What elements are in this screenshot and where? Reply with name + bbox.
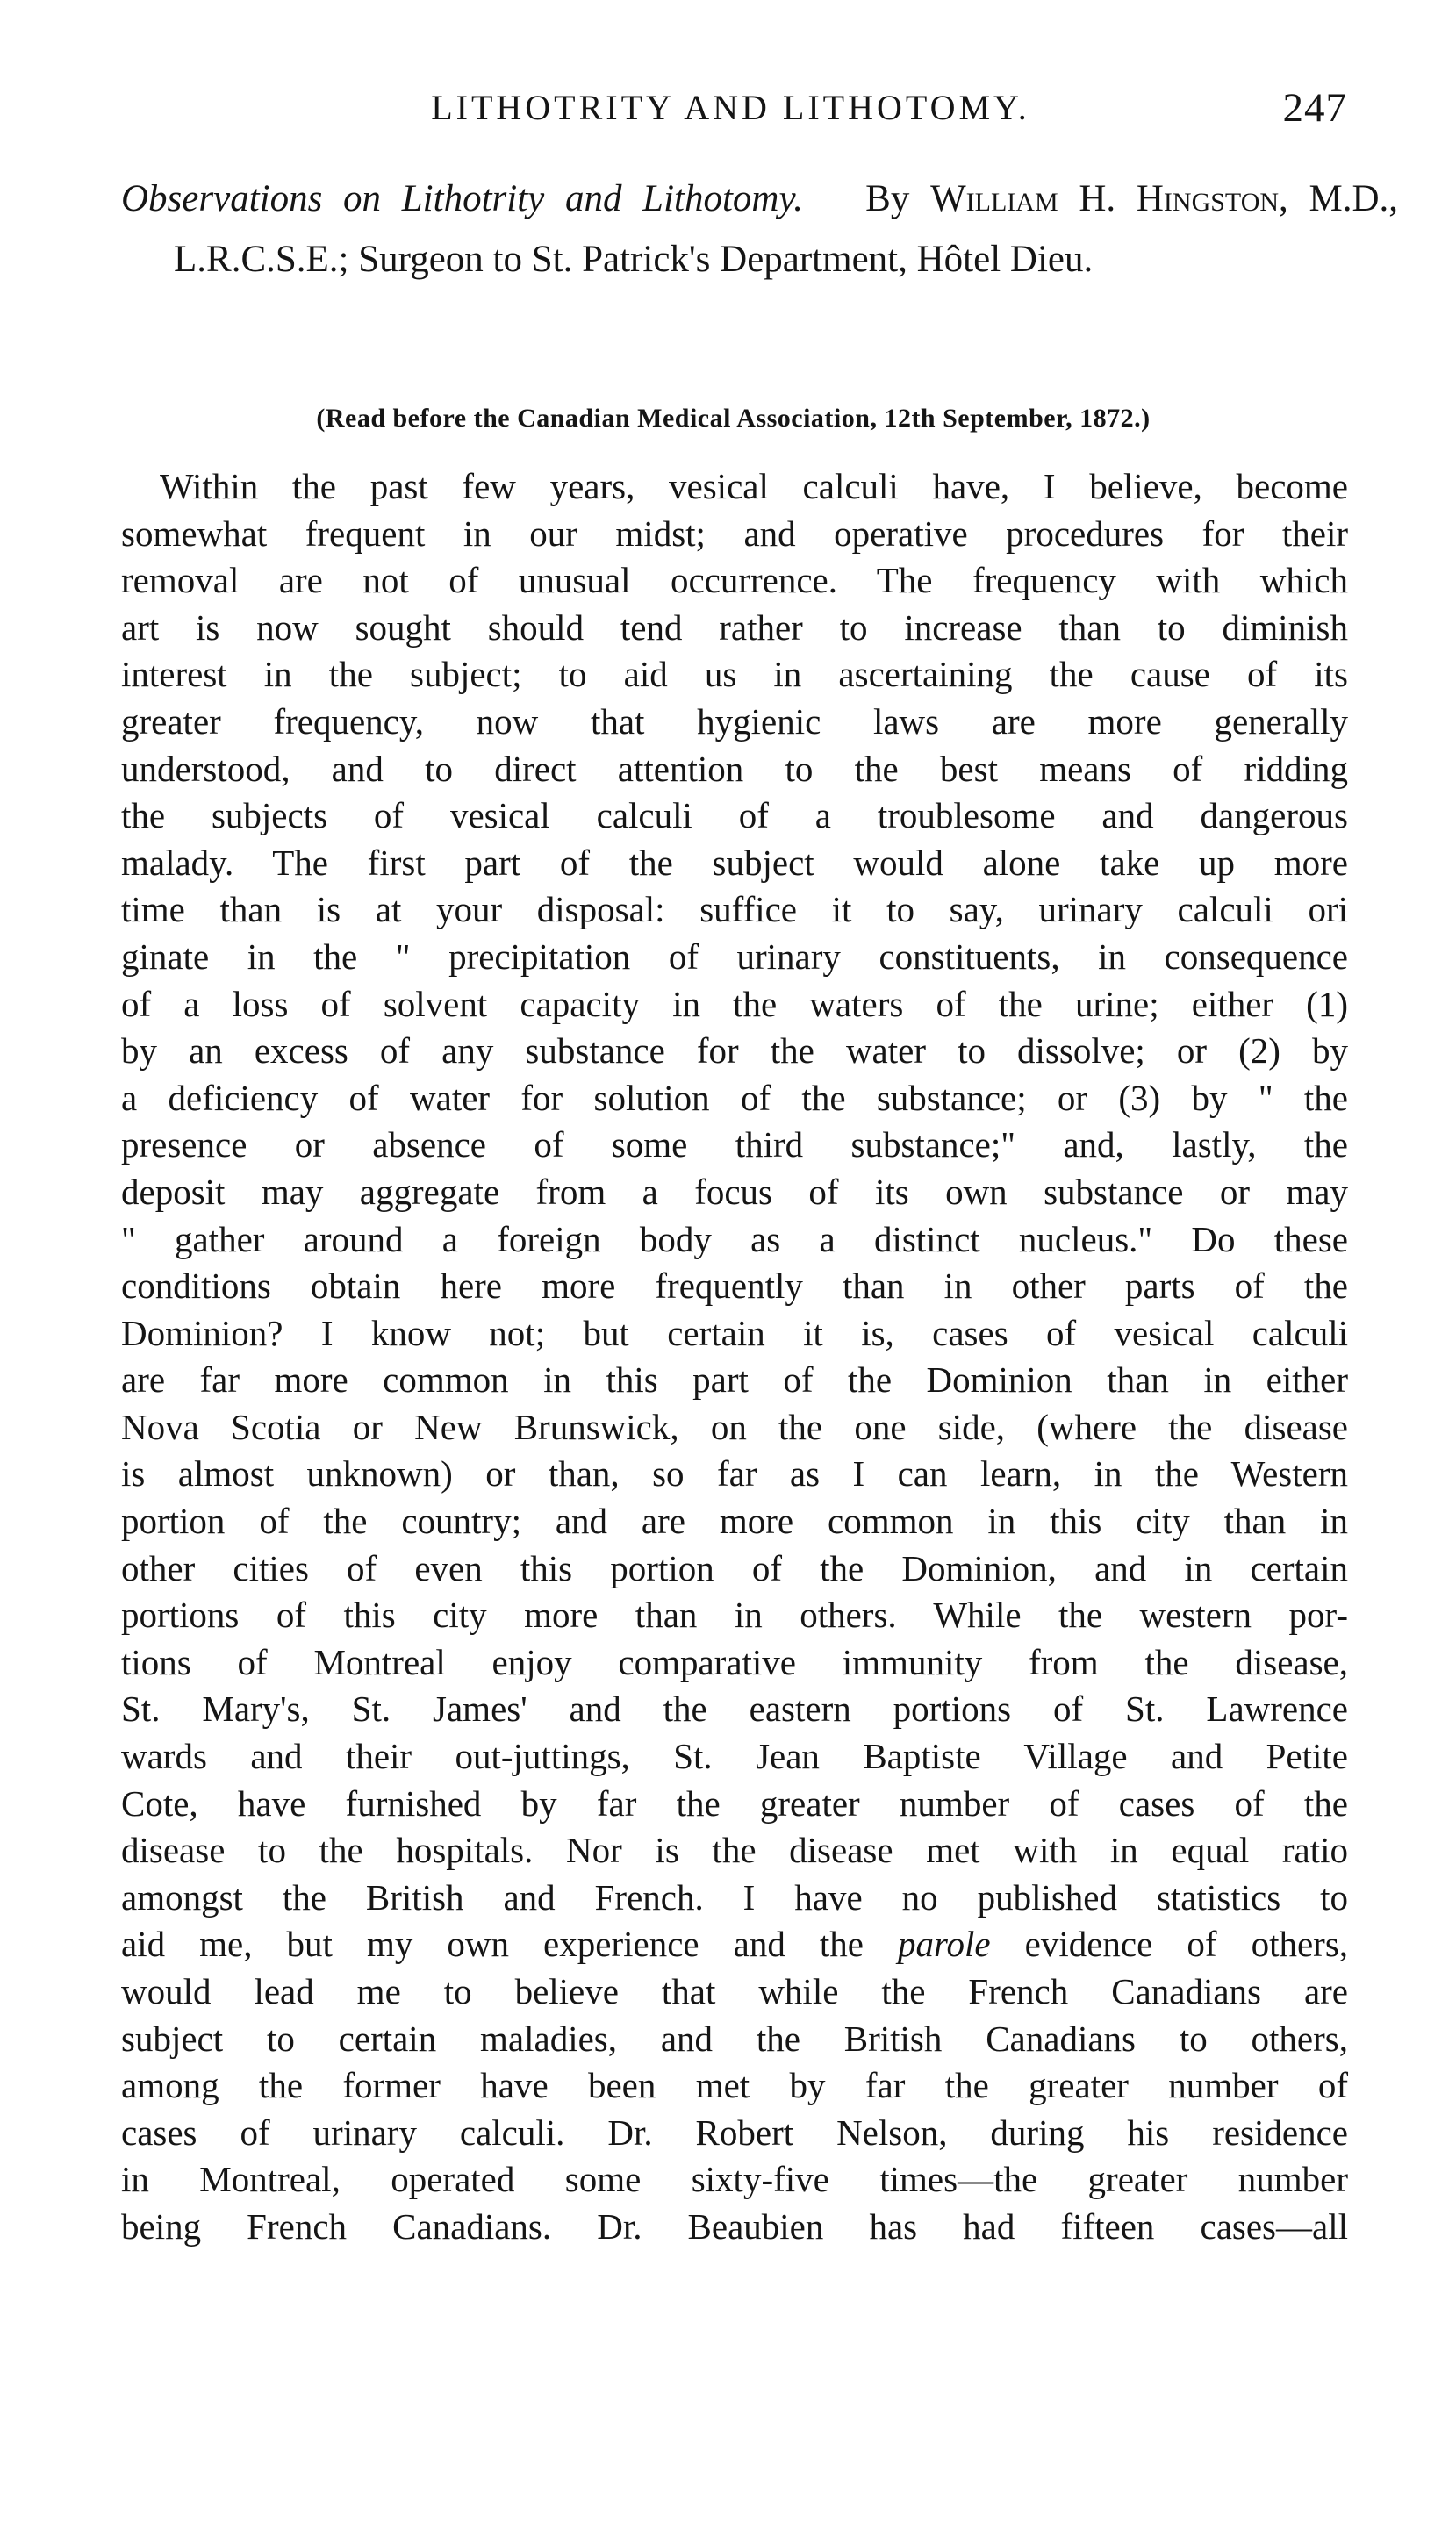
text-line: malady. The first part of the subject would alone take up more: [121, 842, 1348, 883]
text-line: interest in the subject; to aid us in ascertaining the cause of its: [121, 654, 1348, 695]
by-word: [824, 178, 865, 219]
text-line: time than is at your disposal: suffice it to say, urinary calculi ori: [121, 889, 1348, 930]
text-line: deposit may aggregate from a focus of its own substance or may: [121, 1171, 1348, 1212]
text-line: a deficiency of water for solution of the substance; or (3) by " the: [121, 1077, 1348, 1118]
body-text: [121, 463, 1348, 2251]
text-line: Within the past few years, vesical calculi have, I believe, become: [160, 466, 1348, 506]
text-line: in Montreal, operated some sixty-five times—the greater number: [121, 2159, 1348, 2200]
text-line: removal are not of unusual occurrence. The frequency with which: [121, 560, 1348, 601]
text-line: is almost unknown) or than, so far as I can learn, in the Western: [121, 1453, 1348, 1495]
read-note: (Read before the Canadian Medical Association, 12th September, 1872.): [316, 404, 1151, 433]
author-details: , M.D., L.R.C.S.E.; Surgeon to St. Patrick's Department, Hôtel Dieu.: [174, 178, 1399, 280]
article-heading: [121, 168, 1398, 290]
text-line: by an excess of any substance for the water to dissolve; or (2) by: [121, 1030, 1348, 1072]
text-line: amongst the British and French. I have no published statistics to: [121, 1876, 1348, 1918]
article-title: Observations on Lithotrity and Lithotomy.: [121, 178, 803, 219]
text-line: Dominion? I know not; but certain it is, cases of vesical calculi: [121, 1312, 1348, 1353]
text-line: among the former have been met by far the greater number of: [121, 2065, 1348, 2106]
text-segment: evidence of others,: [1024, 1924, 1349, 1965]
text-line: being French Canadians. Dr. Beaubien has had fifteen cases—all: [121, 2205, 1348, 2247]
text-line: conditions obtain here more frequently than in other parts of the: [121, 1266, 1348, 1307]
text-line: understood, and to direct attention to the best means of ridding: [121, 748, 1348, 789]
text-line: somewhat frequent in our midst; and operative procedures for their: [121, 513, 1348, 554]
page-number: 247: [1282, 85, 1347, 131]
italic-word: parole: [898, 1924, 991, 1965]
text-line: presence or absence of some third substance;" and, lastly, the: [121, 1124, 1348, 1165]
text-line: wards and their out-juttings, St. Jean Baptiste Village and Petite: [121, 1736, 1348, 1777]
running-title: LITHOTRITY AND LITHOTOMY.: [431, 88, 1030, 127]
text-line: would lead me to believe that while the French Canadians are: [121, 1971, 1348, 2011]
text-line: " gather around a foreign body as a distinct nucleus." Do these: [121, 1218, 1348, 1259]
text-line: art is now sought should tend rather to increase than to diminish: [121, 606, 1348, 648]
text-line: of a loss of solvent capacity in the waters of the urine; either (1): [121, 983, 1348, 1024]
author-name: William H. Hingston: [930, 178, 1280, 219]
text-line: tions of Montreal enjoy comparative immunity from the disease,: [121, 1641, 1348, 1682]
text-line: cases of urinary calculi. Dr. Robert Nelson, during his residence: [121, 2112, 1348, 2153]
text-line: other cities of even this portion of the Dominion, and in certain: [121, 1547, 1348, 1588]
text-line: disease to the hospitals. Nor is the disease met with in equal ratio: [121, 1830, 1348, 1871]
text-line: portions of this city more than in others. While the western por-: [121, 1595, 1348, 1636]
text-line: ginate in the " precipitation of urinary constituents, in consequence: [121, 936, 1348, 977]
text-segment: aid me, but my own experience and the: [121, 1924, 864, 1965]
text-line-with-italic: [121, 1921, 1348, 1968]
text-line: subject to certain maladies, and the British Canadians to others,: [121, 2018, 1348, 2059]
text-line: portion of the country; and are more common in this city than in: [121, 1501, 1348, 1542]
text-line: the subjects of vesical calculi of a troublesome and dangerous: [121, 795, 1348, 836]
text-line: St. Mary's, St. James' and the eastern portions of St. Lawrence: [121, 1689, 1348, 1730]
text-line: are far more common in this part of the Dominion than in either: [121, 1359, 1348, 1401]
text-line: Cote, have furnished by far the greater number of cases of the: [121, 1782, 1348, 1824]
text-line: greater frequency, now that hygienic laws are more generally: [121, 700, 1348, 742]
text-line: Nova Scotia or New Brunswick, on the one side, (where the disease: [121, 1406, 1348, 1447]
by-label: By: [865, 178, 910, 219]
running-head: [114, 77, 1347, 139]
